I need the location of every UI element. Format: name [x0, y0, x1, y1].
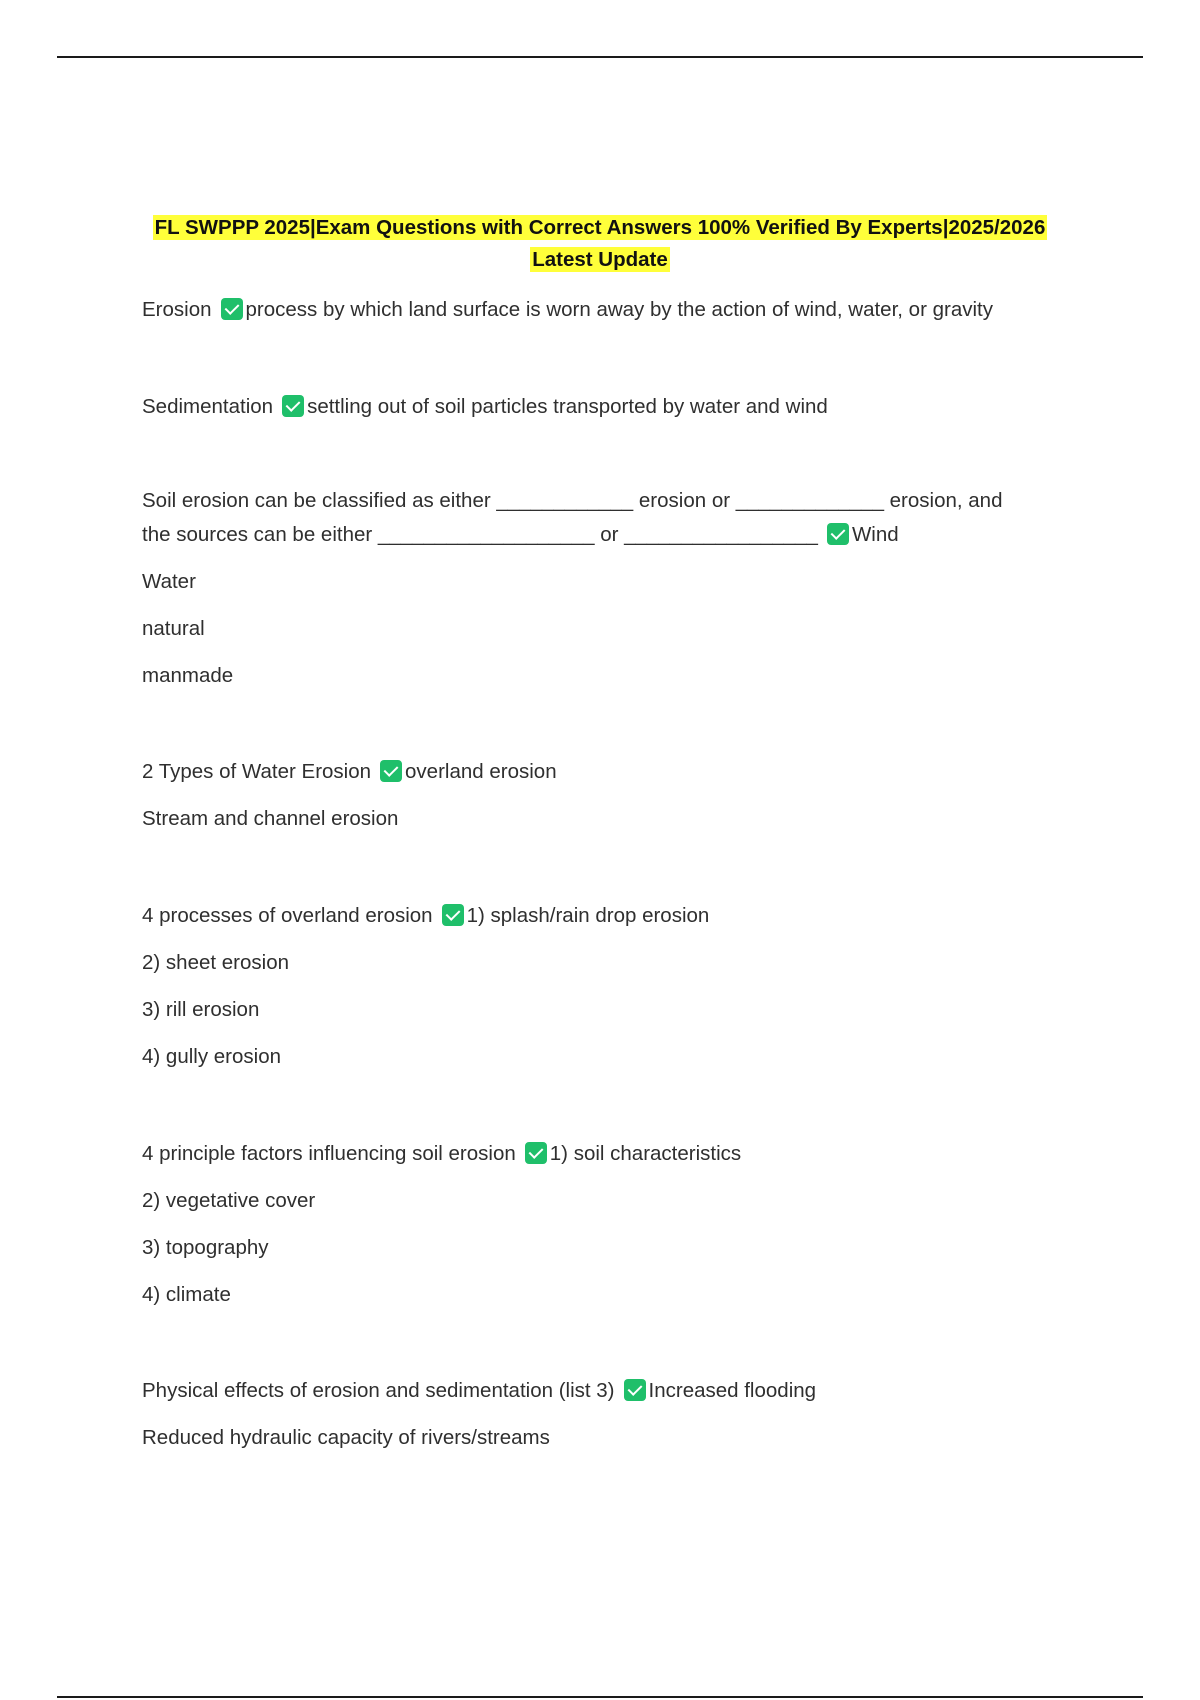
- answer-text: 1) soil characteristics: [549, 1142, 742, 1165]
- question-text: 4 processes of overland erosion: [142, 904, 433, 927]
- qa-item-soil-erosion: [142, 521, 899, 549]
- question-text: Erosion: [142, 298, 212, 321]
- qa-item-erosion: [142, 296, 993, 324]
- qa-item-erosion-factors: [142, 1140, 741, 1168]
- answer-extra-line: 4) gully erosion: [142, 1045, 282, 1068]
- page-title: [130, 212, 1070, 276]
- question-text: 4 principle factors influencing soil erosion: [142, 1142, 516, 1165]
- answer-extra-line: Stream and channel erosion: [142, 807, 399, 830]
- answer-extra-line: manmade: [142, 664, 234, 687]
- title-line-2: Latest Update: [532, 248, 668, 271]
- bottom-rule: [57, 1696, 1143, 1698]
- answer-extra-line: Water: [142, 570, 196, 593]
- answer-extra-line: natural: [142, 617, 205, 640]
- answer-extra-line: 2) sheet erosion: [142, 951, 290, 974]
- checkmark-icon: [525, 1142, 547, 1164]
- checkmark-icon: [380, 760, 402, 782]
- question-text: 2 Types of Water Erosion: [142, 760, 372, 783]
- checkmark-icon: [282, 395, 304, 417]
- question-text-line-1: Soil erosion can be classified as either ____________ erosion or _____________ erosion, and: [142, 489, 1003, 512]
- answer-extra-line: 4) climate: [142, 1283, 231, 1306]
- answer-extra-line: 2) vegetative cover: [142, 1189, 316, 1212]
- title-line-1: FL SWPPP 2025|Exam Questions with Correct Answers 100% Verified By Experts|2025/2026: [154, 216, 1046, 239]
- question-text: Physical effects of erosion and sedimentation (list 3): [142, 1379, 615, 1402]
- answer-extra-line: 3) topography: [142, 1236, 269, 1259]
- question-text: Sedimentation: [142, 395, 274, 418]
- question-text-line-2: the sources can be either ___________________ or _________________: [142, 523, 818, 546]
- checkmark-icon: [442, 904, 464, 926]
- answer-text: Wind: [851, 523, 899, 546]
- checkmark-icon: [624, 1379, 646, 1401]
- answer-text: Increased flooding: [648, 1379, 817, 1402]
- checkmark-icon: [221, 298, 243, 320]
- answer-extra-line: Reduced hydraulic capacity of rivers/streams: [142, 1426, 550, 1449]
- qa-item-sedimentation: [142, 393, 828, 421]
- answer-text: overland erosion: [405, 760, 557, 783]
- qa-item-overland-processes: [142, 902, 709, 930]
- qa-item-water-erosion-types: [142, 758, 557, 786]
- answer-text: process by which land surface is worn away by the action of wind, water, or gravity: [245, 298, 993, 321]
- answer-text: 1) splash/rain drop erosion: [466, 904, 710, 927]
- top-rule: [57, 56, 1143, 58]
- checkmark-icon: [827, 523, 849, 545]
- answer-text: settling out of soil particles transported by water and wind: [307, 395, 828, 418]
- answer-extra-line: 3) rill erosion: [142, 998, 260, 1021]
- qa-item-physical-effects: [142, 1377, 816, 1405]
